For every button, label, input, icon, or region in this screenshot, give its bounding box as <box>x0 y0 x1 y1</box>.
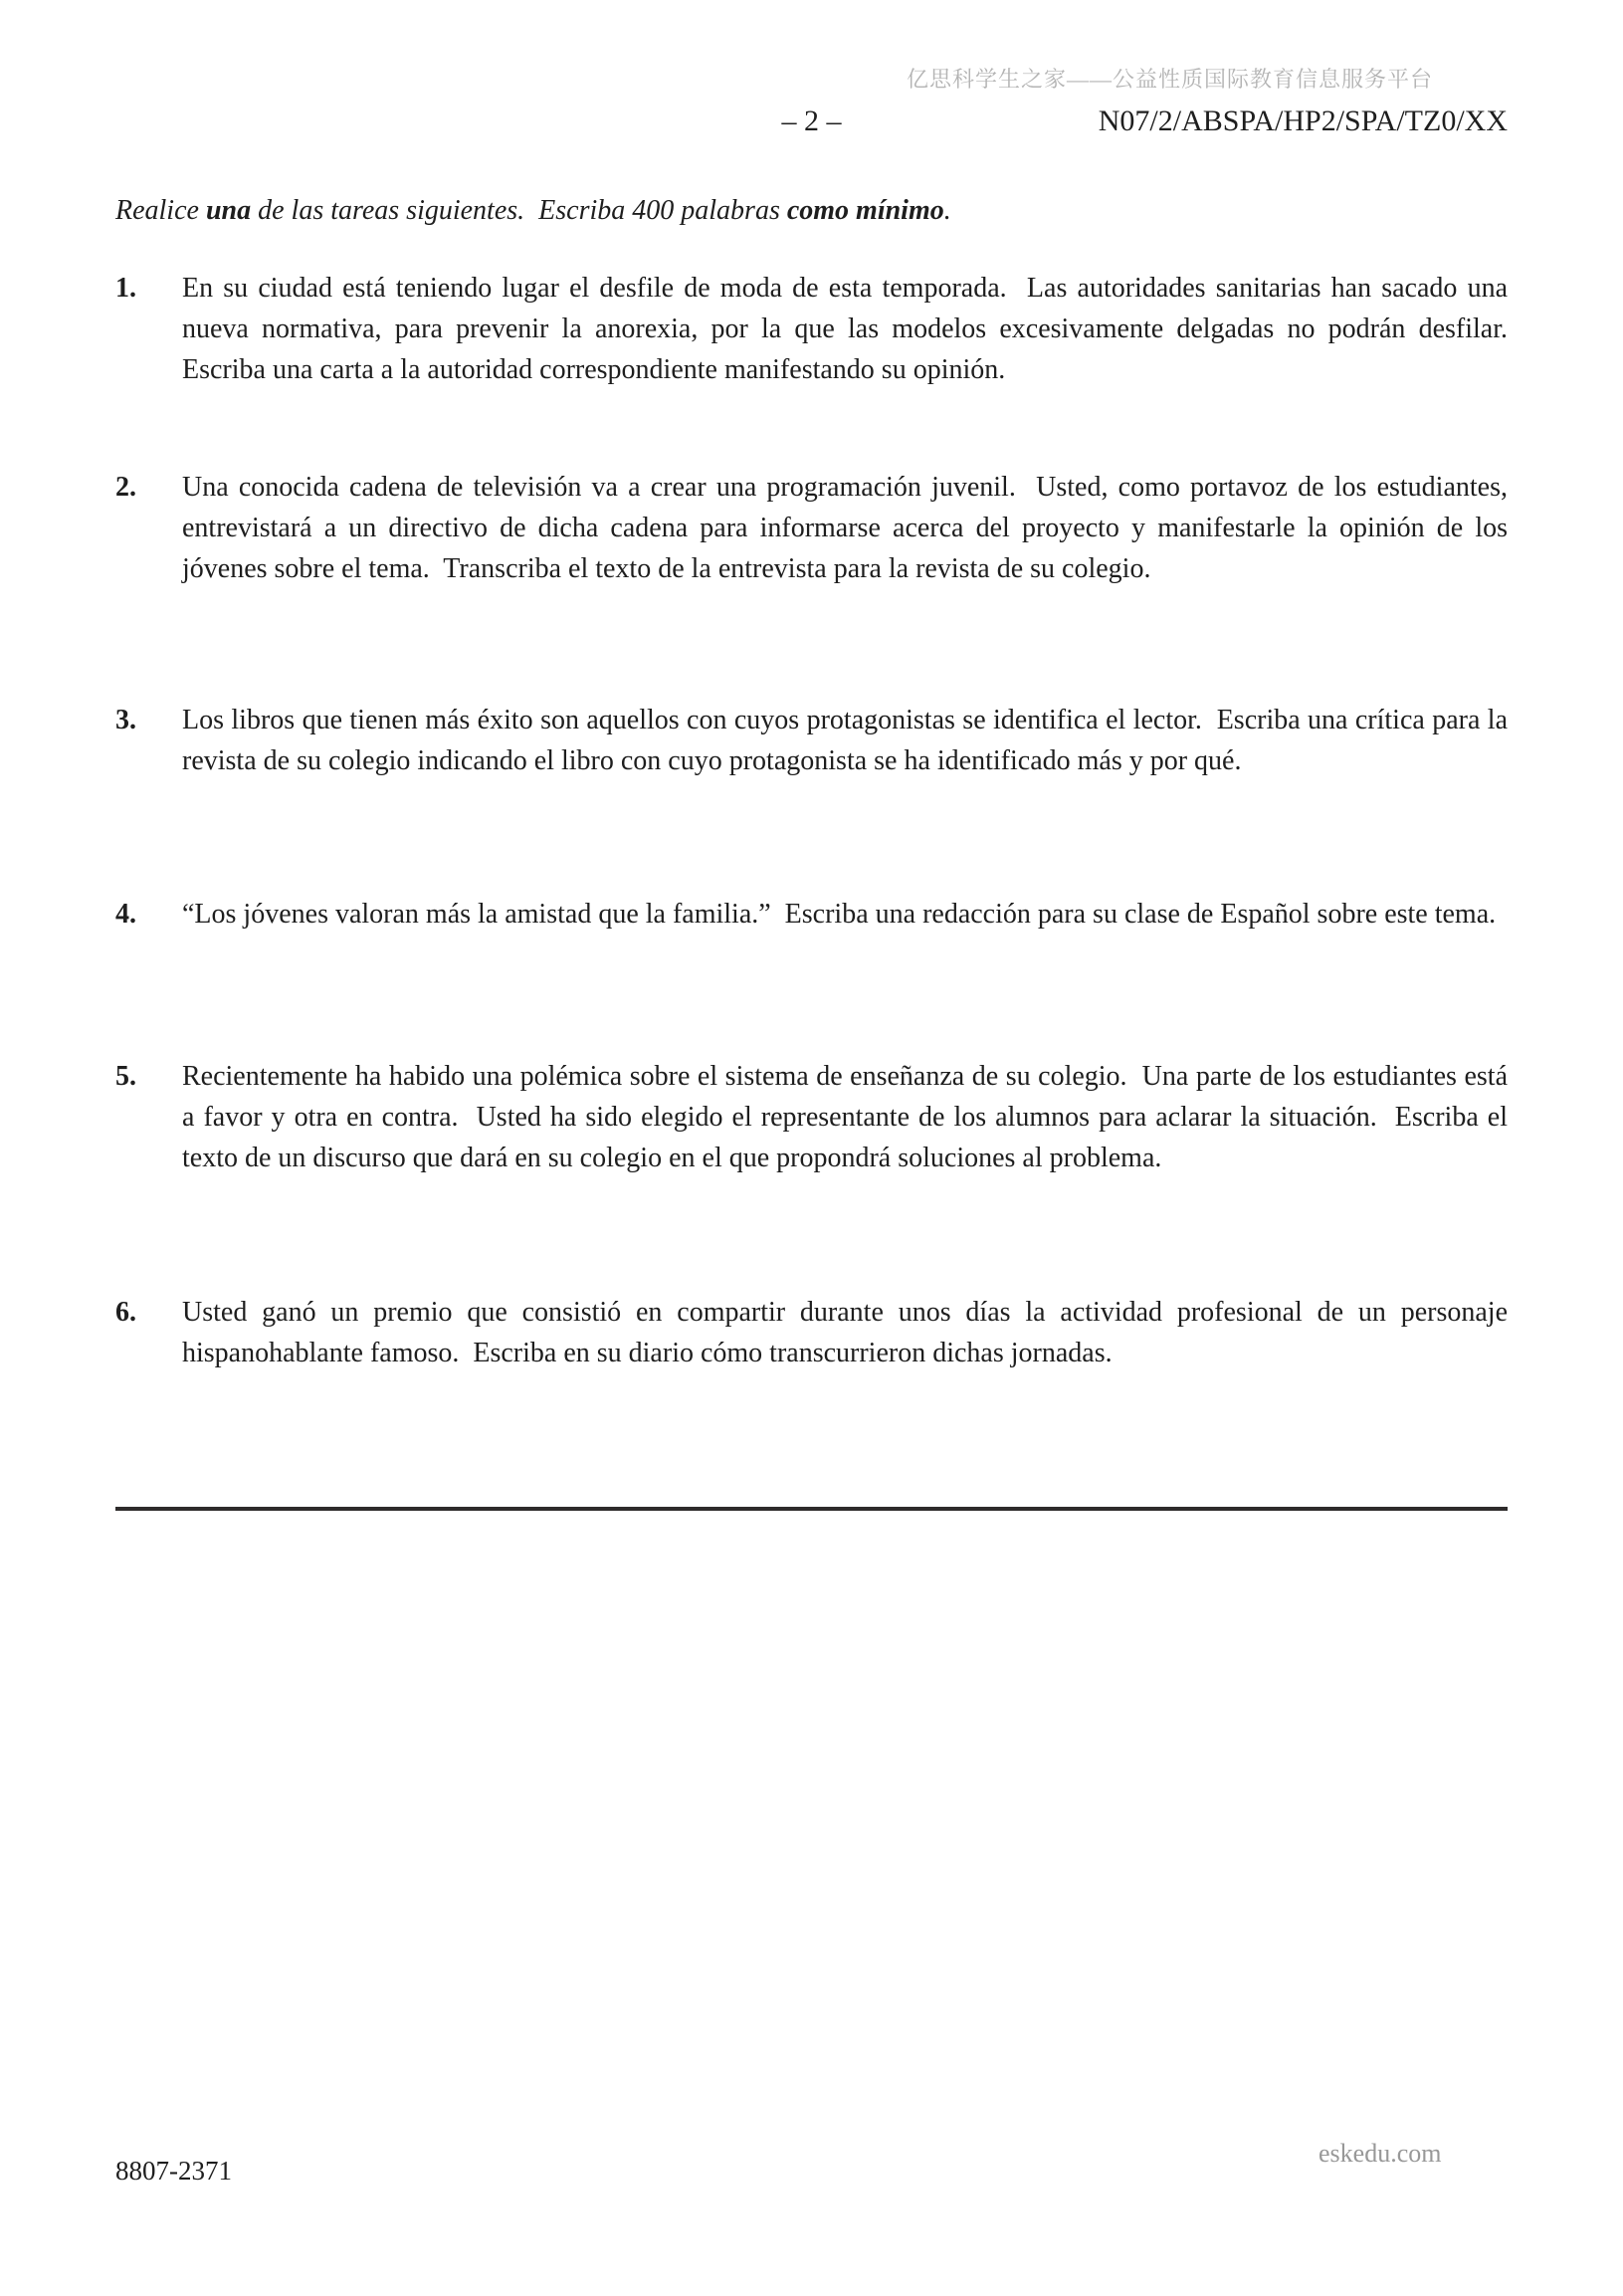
instruction-segment: Realice <box>115 195 206 226</box>
task-item-3 <box>115 700 1515 781</box>
task-item-1 <box>115 268 1522 390</box>
task-number: 3. <box>115 705 136 735</box>
task-text: Una conocida cadena de televisión va a crear una programación juvenil. Usted, como portavoz de los estudiantes, entrevistará a un directivo de dicha cadena para informarse acerca del proyecto y manifestarle la opinión de los jóvenes sobre el tema. Transcriba el texto de la entrevista para la revista de su colegio. <box>182 472 1515 584</box>
exam-code: N07/2/ABSPA/HP2/SPA/TZ0/XX <box>1098 104 1508 137</box>
task-item-5 <box>115 1056 1515 1178</box>
instruction-bold-minimo: como mínimo <box>786 195 944 226</box>
divider-rule <box>115 1507 1508 1511</box>
task-number: 4. <box>115 899 136 930</box>
header-watermark: 亿思科学生之家——公益性质国际教育信息服务平台 <box>906 67 1433 92</box>
task-item-6 <box>115 1292 1515 1373</box>
task-number: 5. <box>115 1061 136 1092</box>
task-item-4 <box>115 894 1508 935</box>
task-text: Los libros que tienen más éxito son aquellos con cuyos protagonistas se identifica el lector. Escriba una crítica para la revista de su colegio indicando el libro con cuyo protagonista se ha identificado más y por qué. <box>182 705 1515 776</box>
page-number: – 2 – <box>781 104 842 137</box>
task-number: 1. <box>115 273 136 304</box>
task-text: Recientemente ha habido una polémica sobre el sistema de enseñanza de su colegio. Una parte de los estudiantes está a favor y otra en contra. Usted ha sido elegido el representante de los alumnos para aclarar la situación. Escriba el texto de un discurso que dará en su colegio en el que propondrá soluciones al problema. <box>182 1061 1515 1173</box>
instruction-segment: de las tareas siguientes. Escriba 400 palabras <box>251 195 787 226</box>
task-text: En su ciudad está teniendo lugar el desfile de moda de esta temporada. Las autoridades sanitarias han sacado una nueva normativa, para prevenir la anorexia, por la que las modelos excesivamente delgadas no podrán desfilar. Escriba una carta a la autoridad correspondiente manifestando su opinión. <box>182 273 1522 385</box>
footer-site-watermark: eskedu.com <box>1319 2139 1442 2168</box>
task-number: 2. <box>115 472 136 503</box>
instruction-line <box>115 190 1508 231</box>
footer-paper-code: 8807-2371 <box>115 2156 232 2186</box>
task-number: 6. <box>115 1297 136 1328</box>
task-item-2 <box>115 467 1515 589</box>
task-text: Usted ganó un premio que consistió en compartir durante unos días la actividad profesional de un personaje hispanohablante famoso. Escriba en su diario cómo transcurrieron dichas jornadas. <box>182 1297 1515 1368</box>
instruction-segment: . <box>943 195 951 226</box>
instruction-bold-una: una <box>205 195 252 226</box>
task-text: “Los jóvenes valoran más la amistad que la familia.” Escriba una redacción para su clase de Español sobre este tema. <box>182 899 1497 930</box>
